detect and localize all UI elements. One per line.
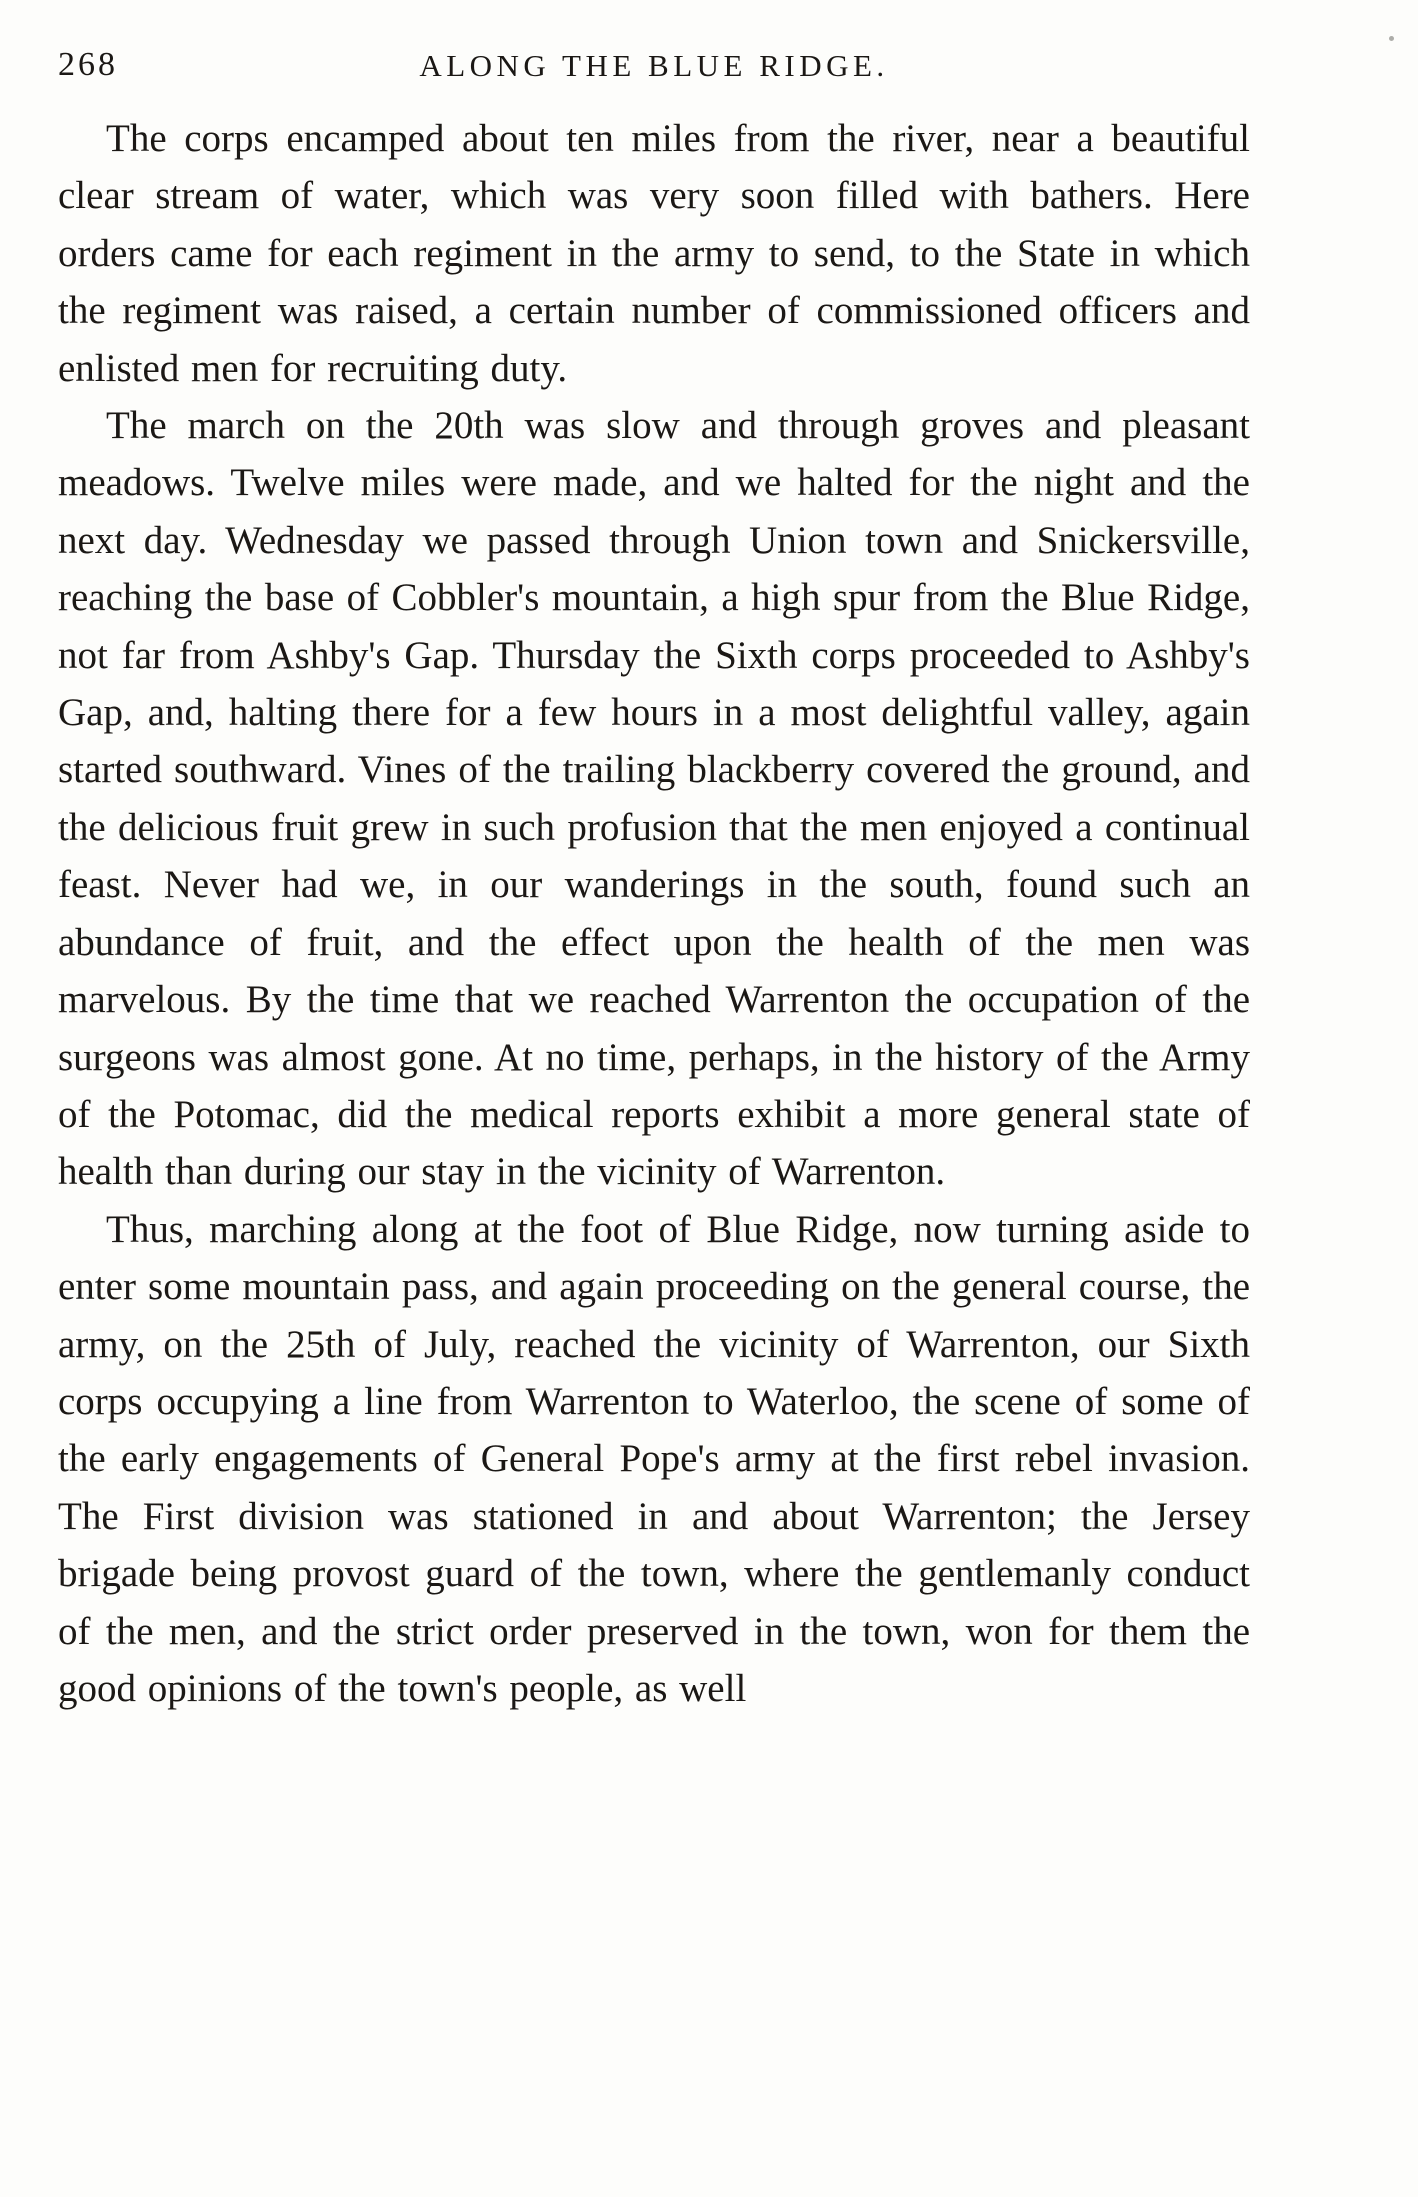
paragraph-2: The march on the 20th was slow and through groves and pleasant meadows. Twelve miles were made, and we halted for the night and the next day. Wednesday we passed through Union town and Snickersville, reaching the base of Cobbler's mountain, a high spur from the Blue Ridge, not far from Ashby's Gap. Thursday the Sixth corps proceeded to Ashby's Gap, and, halting there for a few hours in a most delightful valley, again started southward. Vines of the trailing blackberry covered the ground, and the delicious fruit grew in such profusion that the men enjoyed a continual feast. Never had we, in our wanderings in the south, found such an abundance of fruit, and the effect upon the health of the men was marvelous. By the time that we reached Warrenton the occupation of the surgeons was almost gone. At no time, perhaps, in the history of the Army of the Potomac, did the medical reports exhibit a more general state of health than during our stay in the vicinity of Warrenton. [58,404,1250,1194]
page-header [58,44,1250,88]
running-header-title: ALONG THE BLUE RIDGE. [419,48,889,83]
paragraph-3: Thus, marching along at the foot of Blue Ridge, now turning aside to enter some mountain pass, and again proceeding on the general course, the army, on the 25th of July, reached the vicinity of Warrenton, our Sixth corps occupying a line from Warrenton to Waterloo, the scene of some of the early engagements of General Pope's army at the first rebel invasion. The First division was stationed in and about Warrenton; the Jersey brigade being provost guard of the town, where the gentlemanly conduct of the men, and the strict order preserved in the town, won for them the good opinions of the town's people, as well [58,1207,1250,1710]
page-number: 268 [58,46,118,83]
scan-artifact-dot [1389,36,1394,41]
page-body-text [58,110,1250,1717]
paragraph-1: The corps encamped about ten miles from the river, near a beautiful clear stream of water, which was very soon filled with bathers. Here orders came for each regiment in the army to send, to the State in which the regiment was raised, a certain number of commissioned officers and enlisted men for recruiting duty. [58,117,1250,390]
